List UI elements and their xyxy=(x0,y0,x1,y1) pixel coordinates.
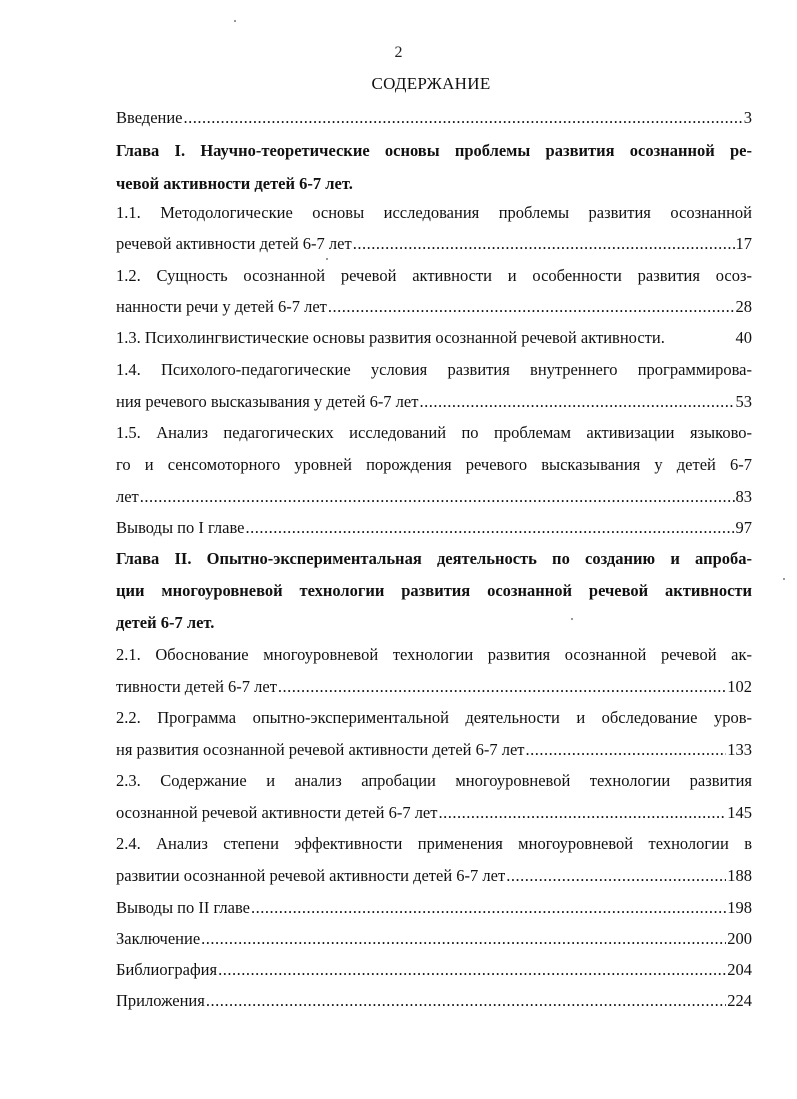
toc-entry-text: Выводы по I главе xyxy=(116,518,245,537)
toc-entry-text: Заключение xyxy=(116,929,201,948)
toc-entry-1-5-line-1: 1.5. Анализ педагогических исследований по проблемам активизации языково- xyxy=(116,423,752,442)
leader-dots xyxy=(251,896,726,920)
toc-entry-2-3 xyxy=(116,801,752,825)
toc-entry-text: ня развития осознанной речевой активности детей 6-7 лет xyxy=(116,740,525,759)
toc-title: СОДЕРЖАНИЕ xyxy=(371,74,491,93)
toc-entry-conclusions-2 xyxy=(116,896,752,920)
leader-dots xyxy=(328,295,735,319)
toc-entry-2-2-line-1: 2.2. Программа опытно-экспериментальной деятельности и обследование уров- xyxy=(116,708,752,727)
leader-dots xyxy=(353,232,735,256)
toc-page-number: 102 xyxy=(727,677,752,696)
toc-entry-1-4 xyxy=(116,390,752,414)
leader-dots xyxy=(245,516,734,540)
toc-page-number: 200 xyxy=(727,929,752,948)
toc-page-number: 40 xyxy=(735,328,752,347)
chapter-1-heading-line-2: чевой активности детей 6-7 лет. xyxy=(116,174,353,193)
toc-entry-conclusions-1 xyxy=(116,516,752,540)
toc-entry-1-2-line-1: 1.2. Сущность осознанной речевой активности и особенности развития осоз- xyxy=(116,266,752,285)
toc-entry-2-1 xyxy=(116,675,752,699)
leader-dots xyxy=(506,864,726,888)
toc-entry-1-5 xyxy=(116,485,752,509)
leader-dots xyxy=(278,675,726,699)
leader-dots xyxy=(438,801,726,825)
toc-page-number: 97 xyxy=(735,518,752,537)
toc-page-number: 145 xyxy=(727,803,752,822)
toc-page-number: 188 xyxy=(727,866,752,885)
chapter-2-heading-line-1: Глава II. Опытно-экспериментальная деятельность по созданию и апроба- xyxy=(116,549,752,568)
toc-entry-conclusion xyxy=(116,927,752,951)
toc-entry-1-5-line-2: го и сенсомоторного уровней порождения речевого высказывания у детей 6-7 xyxy=(116,455,752,474)
toc-entry-text: Выводы по II главе xyxy=(116,898,250,917)
chapter-1-heading-line-1: Глава I. Научно-теоретические основы проблемы развития осознанной ре- xyxy=(116,141,752,160)
scan-speck xyxy=(326,258,328,260)
leader-dots xyxy=(206,989,726,1013)
toc-page-number: 224 xyxy=(727,991,752,1010)
toc-entry-text: лет xyxy=(116,487,139,506)
leader-dots xyxy=(419,390,734,414)
toc-entry-text: нанности речи у детей 6-7 лет xyxy=(116,297,327,316)
leader-dots xyxy=(525,738,726,762)
toc-page-number: 198 xyxy=(727,898,752,917)
toc-entry-2-4-line-1: 2.4. Анализ степени эффективности применения многоуровневой технологии в xyxy=(116,834,752,853)
toc-entry-text: ния речевого высказывания у детей 6-7 лет xyxy=(116,392,419,411)
toc-entry-1-1 xyxy=(116,232,752,256)
toc-entry-appendices xyxy=(116,989,752,1013)
toc-page-number: 3 xyxy=(743,108,752,127)
toc-entry-intro xyxy=(116,106,752,130)
toc-entry-text: осознанной речевой активности детей 6-7 лет xyxy=(116,803,438,822)
chapter-2-heading-line-2: ции многоуровневой технологии развития осознанной речевой активности xyxy=(116,581,752,600)
toc-entry-2-2 xyxy=(116,738,752,762)
toc-entry-text: речевой активности детей 6-7 лет xyxy=(116,234,352,253)
scan-speck xyxy=(571,618,573,620)
page-number: 2 xyxy=(394,44,403,61)
toc-entry-text: Библиография xyxy=(116,960,218,979)
toc-entry-2-3-line-1: 2.3. Содержание и анализ апробации многоуровневой технологии развития xyxy=(116,771,752,790)
leader-dots xyxy=(184,106,743,130)
toc-entry-bibliography xyxy=(116,958,752,982)
scan-speck xyxy=(234,20,236,22)
toc-page-number: 133 xyxy=(727,740,752,759)
toc-entry-text: тивности детей 6-7 лет xyxy=(116,677,277,696)
toc-page-number: 28 xyxy=(735,297,752,316)
toc-page-number: 83 xyxy=(735,487,752,506)
leader-dots xyxy=(218,958,726,982)
leader-dots xyxy=(201,927,726,951)
toc-entry-2-4 xyxy=(116,864,752,888)
toc-entry-text: 1.3. Психолингвистические основы развития осознанной речевой активности xyxy=(116,328,661,347)
toc-entry-2-1-line-1: 2.1. Обоснование многоуровневой технологии развития осознанной речевой ак- xyxy=(116,645,752,664)
toc-entry-text: Приложения xyxy=(116,991,205,1010)
toc-page-number: 204 xyxy=(727,960,752,979)
toc-entry-text: развитии осознанной речевой активности детей 6-7 лет xyxy=(116,866,506,885)
leader-dots xyxy=(140,485,735,509)
toc-entry-1-1-line-1: 1.1. Методологические основы исследования проблемы развития осознанной xyxy=(116,203,752,222)
toc-entry-text: Введение xyxy=(116,108,183,127)
toc-entry-1-2 xyxy=(116,295,752,319)
toc-page-number: 17 xyxy=(735,234,752,253)
scan-speck xyxy=(783,578,785,580)
chapter-2-heading-line-3: детей 6-7 лет. xyxy=(116,613,215,632)
toc-entry-1-4-line-1: 1.4. Психолого-педагогические условия развития внутреннего программирова- xyxy=(116,360,752,379)
toc-page-number: 53 xyxy=(735,392,752,411)
toc-entry-1-3: 1.3. Психолингвистические основы развития осознанной речевой активности . 40 xyxy=(116,326,752,350)
